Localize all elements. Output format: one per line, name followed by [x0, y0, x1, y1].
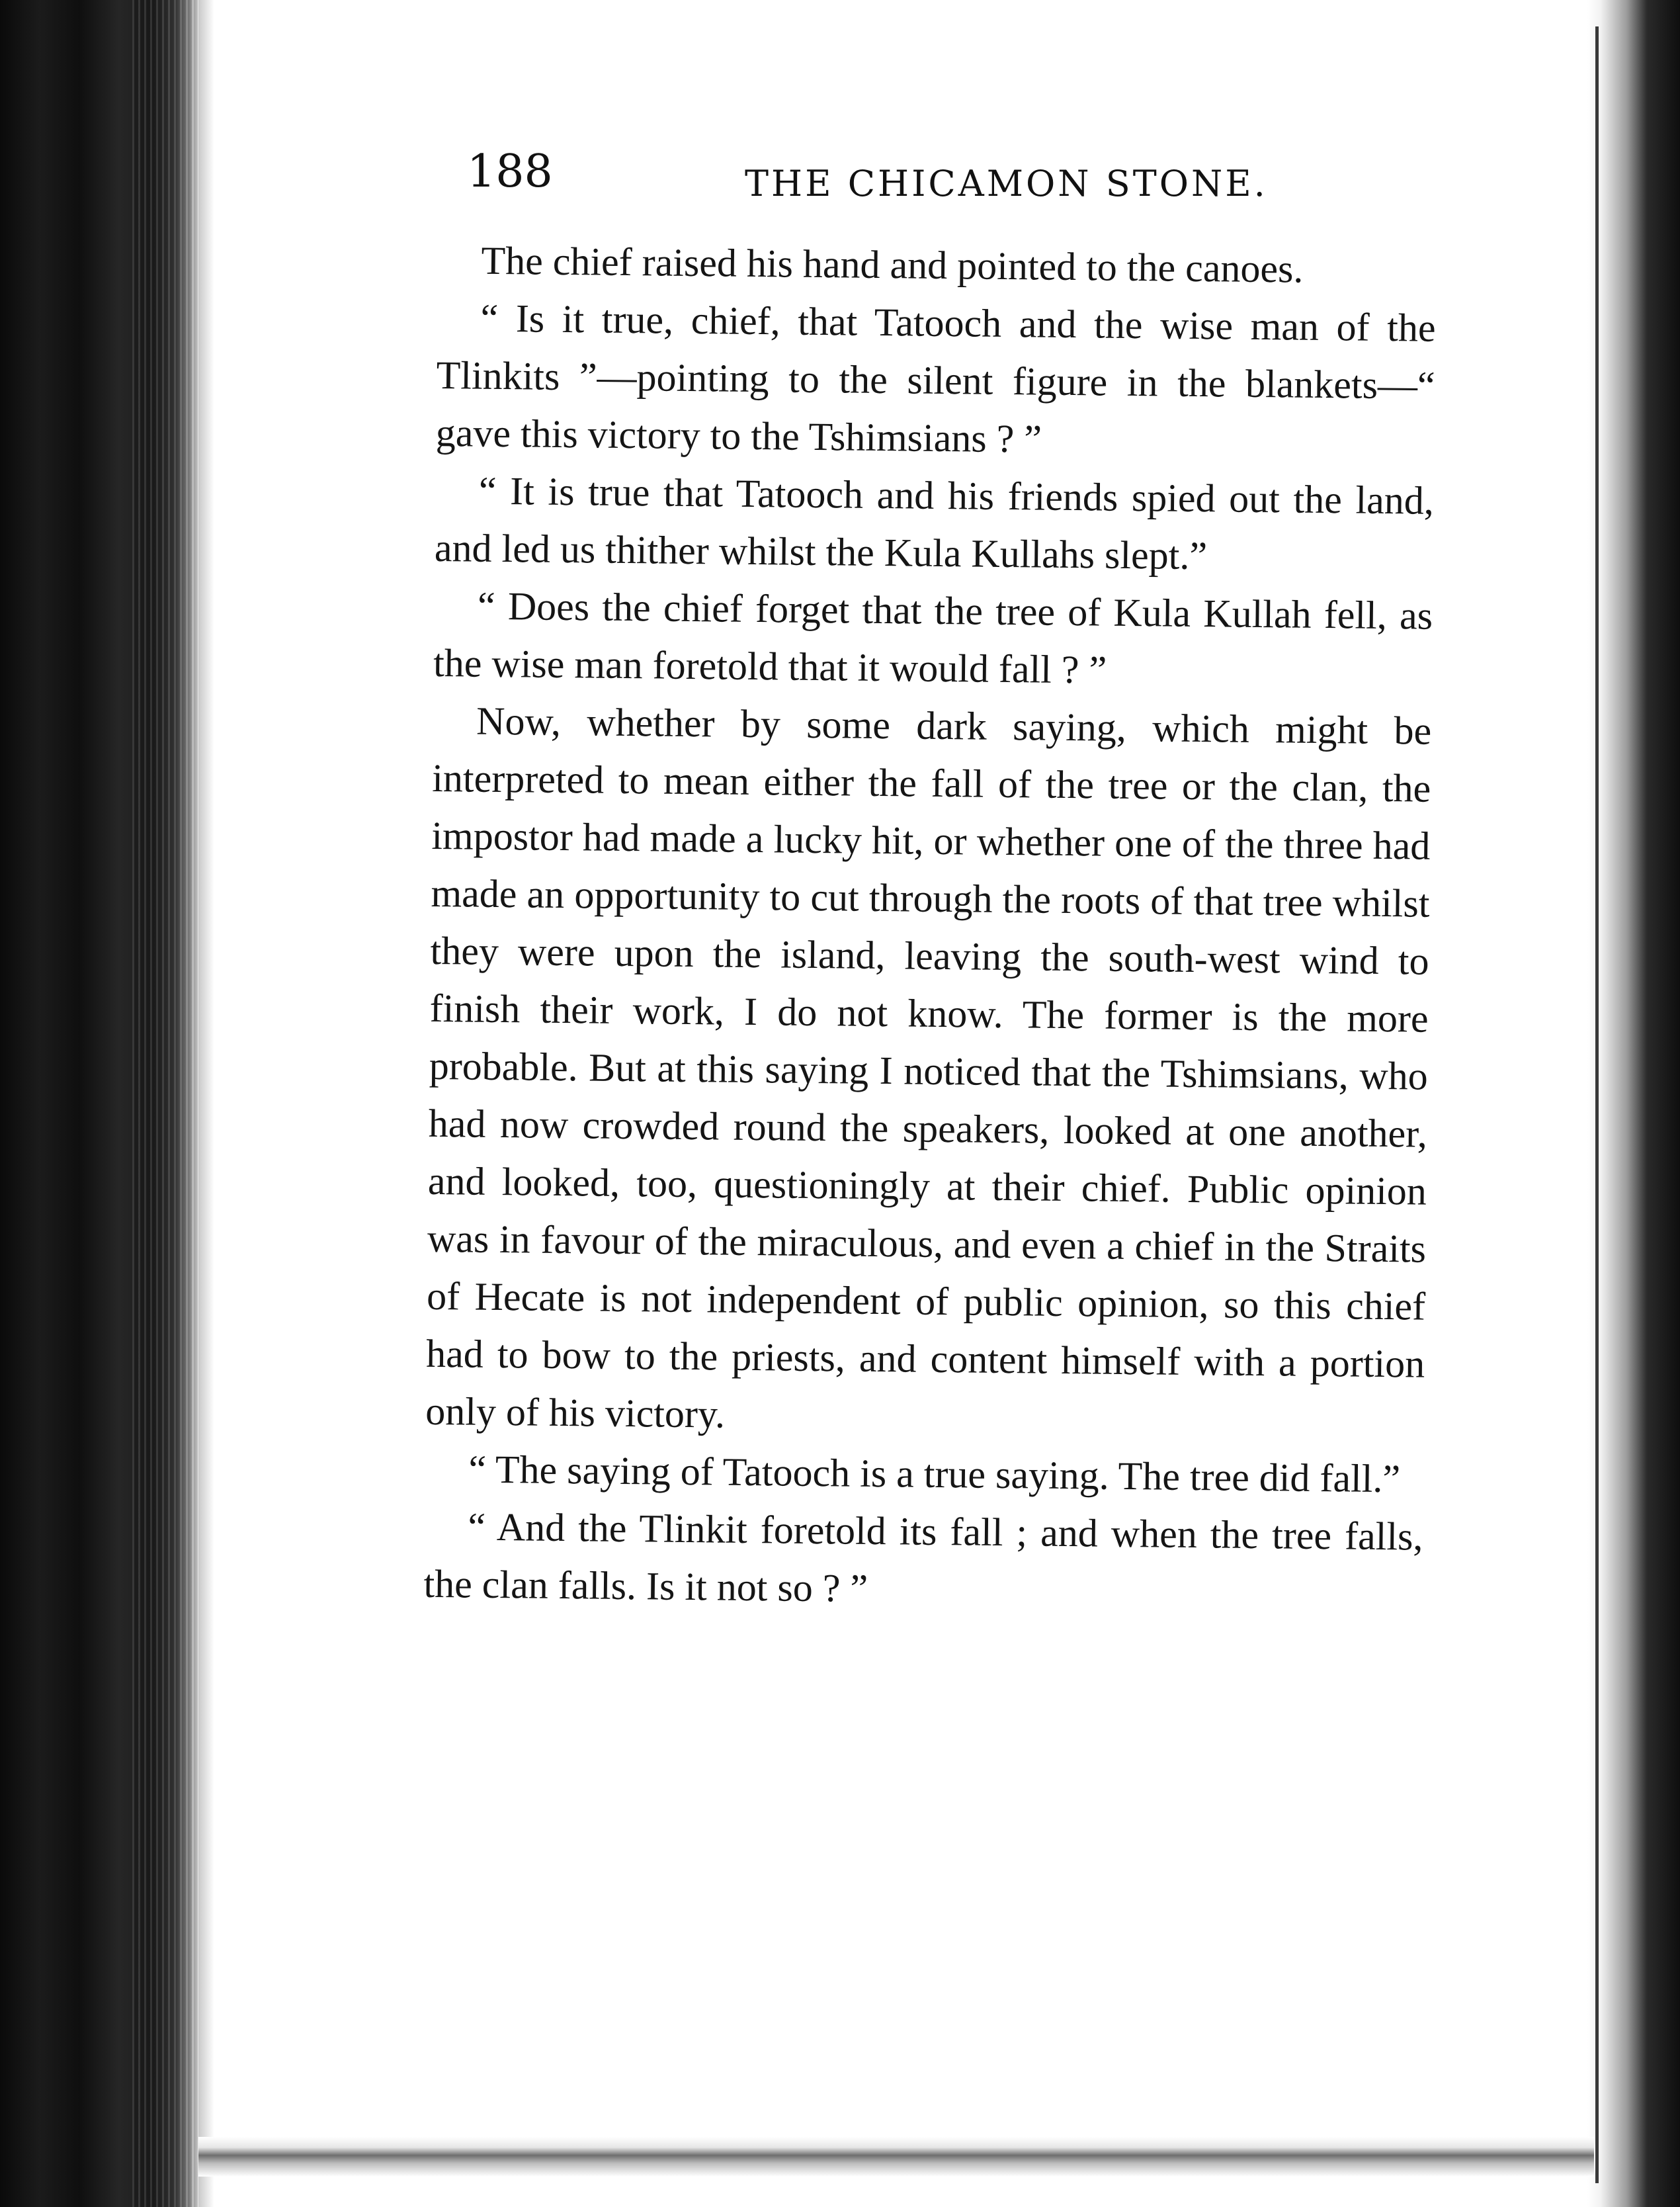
binding-streaks: [132, 0, 205, 2207]
page-header: [467, 139, 1426, 212]
right-edge-shadow: [1587, 0, 1680, 2207]
right-edge-line: [1595, 26, 1599, 2183]
paragraph: “ It is true that Tatooch and his friends spied out the land, and led us thither whilst the Kula Kullahs slept.”: [434, 468, 1435, 578]
body-text: [423, 232, 1437, 1623]
paragraph: “ The saying of Tatooch is a true saying. The tree did fall.”: [468, 1447, 1401, 1501]
paragraph: “ And the Tlinkit foretold its fall ; and when the tree falls, the clan falls. Is it not so ? ”: [423, 1504, 1423, 1610]
running-head: THE CHICAMON STONE.: [745, 163, 1268, 204]
page-left-edge: [198, 0, 214, 2207]
paragraph: “ Does the chief forget that the tree of Kula Kullah fell, as the wise man foretold that it would fall ? ”: [433, 584, 1433, 692]
paragraph: The chief raised his hand and pointed to the canoes.: [481, 238, 1304, 291]
paragraph: Now, whether by some dark saying, which might be interpreted to mean either the fall of the tree or the clan, the impostor had made a lucky hit, or whether one of the three had made an opportunity to cut through the roots of that tree whilst they were upon the island, leaving the south-west wind to finish their work, I do not know. The former is the more probable. But at this saying I noticed that the Tshimsians, who had now crowded round the speakers, looked at one another, and looked, too, questioningly at their chief. Public opinion was in favour of the miraculous, and even a chief in the Straits of Hecate is not independent of public opinion, so this chief had to bow to the priests, and content himself with a portion only of his victory.: [425, 699, 1432, 1436]
page-number: 188: [467, 146, 553, 198]
bottom-page-edge: [198, 2137, 1594, 2177]
paragraph: “ Is it true, chief, that Tatooch and the wise man of the Tlinkits ”—pointing to the silent figure in the blankets—“ gave this victory to the Tshimsians ? ”: [435, 296, 1436, 461]
